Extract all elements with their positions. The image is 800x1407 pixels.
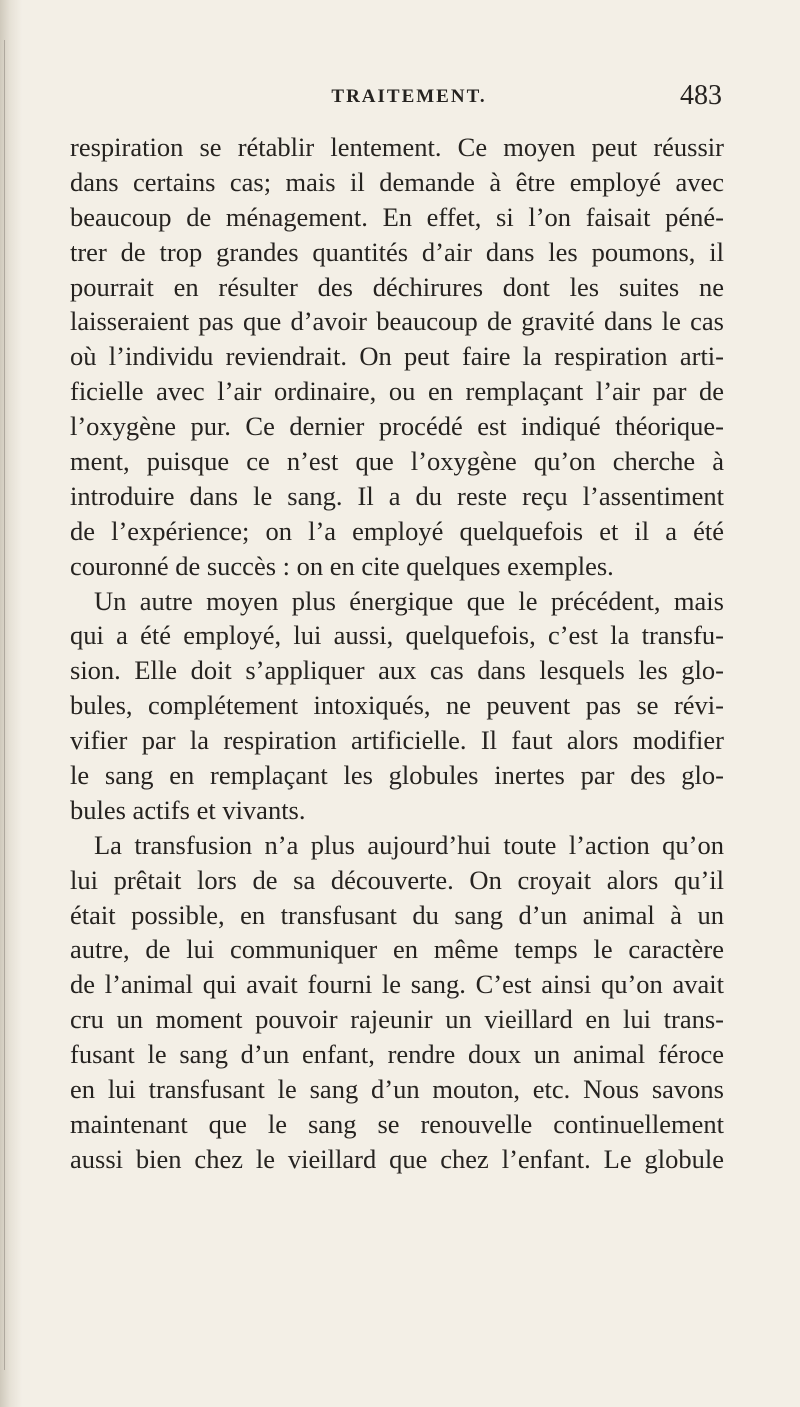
text-line: qui a été employé, lui aussi, quelquefois, c’est la transfu- — [70, 620, 724, 651]
text-line: autre, de lui communiquer en même temps le caractère — [70, 934, 724, 965]
text-line: trer de trop grandes quantités d’air dans les poumons, il — [70, 236, 724, 267]
text-line: couronné de succès : on en cite quelques exemples. — [70, 550, 614, 581]
text-line: Un autre moyen plus énergique que le précédent, mais — [94, 585, 724, 616]
body-text — [70, 130, 724, 1177]
text-line: dans certains cas; mais il demande à être employé avec — [70, 166, 724, 197]
text-line: ment, puisque ce n’est que l’oxygène qu’on cherche à — [70, 446, 724, 477]
page-binding-edge — [4, 40, 5, 1370]
text-line: sion. Elle doit s’appliquer aux cas dans lesquels les glo- — [70, 655, 724, 686]
text-line: ficielle avec l’air ordinaire, ou en remplaçant l’air par de — [70, 376, 724, 407]
text-line: le sang en remplaçant les globules inertes par des glo- — [70, 760, 724, 791]
running-title: TRAITEMENT. — [331, 86, 487, 107]
text-line: était possible, en transfusant du sang d’un animal à un — [70, 899, 724, 930]
text-line: beaucoup de ménagement. En effet, si l’on faisait péné- — [70, 201, 724, 232]
text-line: lui prêtait lors de sa découverte. On croyait alors qu’il — [70, 864, 724, 895]
text-line: cru un moment pouvoir rajeunir un vieillard en lui trans- — [70, 1004, 724, 1035]
text-line: l’oxygène pur. Ce dernier procédé est indiqué théorique- — [70, 411, 724, 442]
text-line: La transfusion n’a plus aujourd’hui toute l’action qu’on — [94, 829, 724, 860]
text-line: aussi bien chez le vieillard que chez l’enfant. Le globule — [70, 1143, 724, 1174]
text-line: bules, complétement intoxiqués, ne peuvent pas se révi- — [70, 690, 724, 721]
text-line: vifier par la respiration artificielle. Il faut alors modifier — [70, 725, 724, 756]
text-line: de l’expérience; on l’a employé quelquefois et il a été — [70, 515, 724, 546]
text-line: maintenant que le sang se renouvelle continuellement — [70, 1108, 724, 1139]
text-line: bules actifs et vivants. — [70, 794, 306, 825]
page-number: 483 — [680, 80, 722, 111]
text-line: où l’individu reviendrait. On peut faire la respiration arti- — [70, 341, 724, 372]
text-line: en lui transfusant le sang d’un mouton, etc. Nous savons — [70, 1074, 724, 1105]
text-line: fusant le sang d’un enfant, rendre doux un animal féroce — [70, 1039, 724, 1070]
text-line: laisseraient pas que d’avoir beaucoup de gravité dans le cas — [70, 306, 724, 337]
text-line: de l’animal qui avait fourni le sang. C’est ainsi qu’on avait — [70, 969, 724, 1000]
text-line: pourrait en résulter des déchirures dont les suites ne — [70, 271, 724, 302]
page-header — [96, 80, 722, 116]
text-line: respiration se rétablir lentement. Ce moyen peut réussir — [70, 132, 724, 162]
text-line: introduire dans le sang. Il a du reste reçu l’assentiment — [70, 480, 724, 511]
